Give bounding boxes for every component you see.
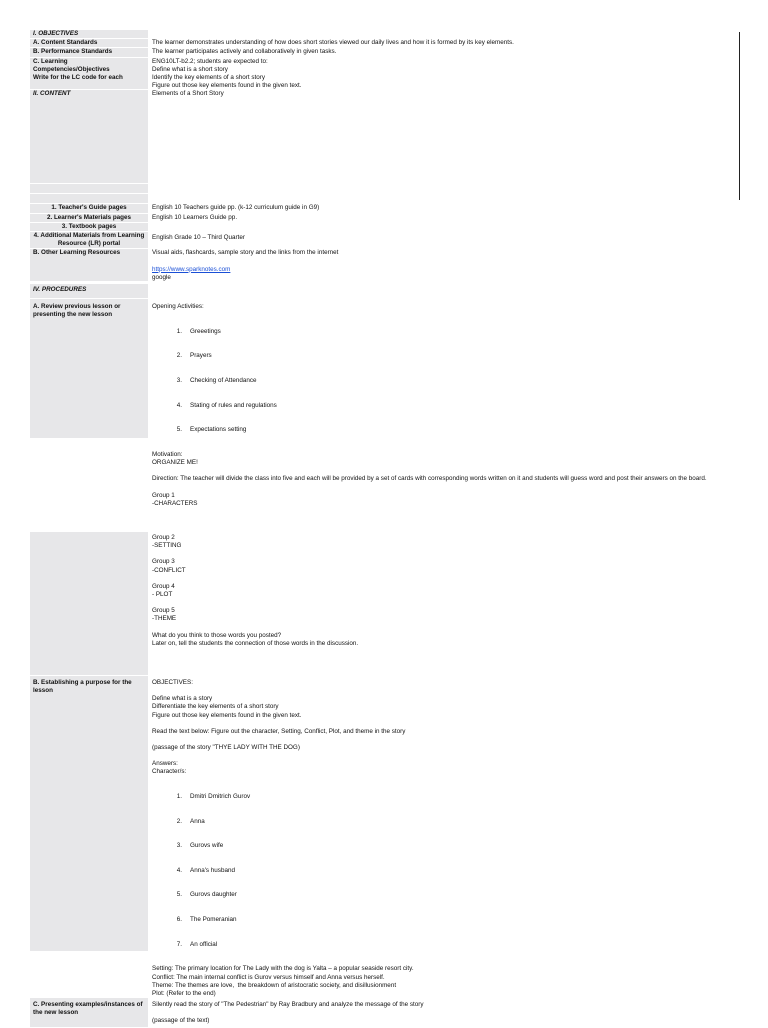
group-word: -SETTING bbox=[152, 542, 182, 550]
group-name: Group 4 bbox=[152, 582, 175, 590]
group-name: Group 1 bbox=[152, 491, 175, 499]
question-text: What do you think to those words you posted? bbox=[152, 631, 282, 639]
list-item: 6. The Pomeranian bbox=[176, 916, 237, 924]
group-name: Group 3 bbox=[152, 558, 175, 566]
learners-materials-text: English 10 Learners Guide pp. bbox=[152, 213, 238, 221]
procedures-header-row bbox=[30, 284, 738, 299]
textbook-text bbox=[148, 223, 738, 232]
textbook-label: 3. Textbook pages bbox=[30, 223, 148, 232]
sparknotes-link[interactable]: https://www.sparknotes.com bbox=[152, 265, 231, 273]
objective-line: Figure out those key elements found in the given text. bbox=[152, 711, 302, 719]
performance-standards-row bbox=[30, 48, 738, 57]
content-row bbox=[30, 90, 738, 184]
procedure-a-label: A. Review previous lesson or presenting the new lesson bbox=[30, 299, 148, 439]
group-name: Group 2 bbox=[152, 534, 175, 541]
blank-row bbox=[30, 194, 738, 204]
blank-row bbox=[30, 184, 738, 194]
characters-list bbox=[152, 777, 738, 966]
competency-line: Identify the key elements of a short story bbox=[152, 74, 266, 82]
competencies-label-2: Write for the LC code for each bbox=[33, 74, 123, 82]
procedure-c-text: Silently read the story of "The Pedestrian" by Ray Bradbury and analyze the message of the story bbox=[152, 1001, 424, 1009]
motivation-title: ORGANIZE ME! bbox=[152, 459, 198, 467]
objectives-header: I. OBJECTIVES bbox=[30, 30, 148, 39]
performance-standards-label: B. Performance Standards bbox=[30, 48, 148, 57]
answers-label: Answers: bbox=[152, 760, 178, 768]
other-resources-extra: google bbox=[152, 273, 171, 281]
opening-activities-list bbox=[152, 311, 738, 450]
content-header: II. CONTENT bbox=[30, 90, 148, 184]
setting-text: Setting: The primary location for The Lady with the dog is Yalta – a popular seaside resort city. bbox=[152, 965, 414, 973]
group-word: -CONFLICT bbox=[152, 566, 186, 574]
instruction-text: Read the text below: Figure out the character, Setting, Conflict, Plot, and theme in the story bbox=[152, 727, 406, 735]
other-resources-label: B. Other Learning Resources bbox=[30, 249, 148, 282]
list-item: 1. Greeetings bbox=[176, 327, 221, 335]
list-item: 7. An official bbox=[176, 940, 218, 948]
procedures-header: IV. PROCEDURES bbox=[30, 284, 148, 299]
list-item: 2. Anna bbox=[176, 817, 205, 825]
characters-label: Character/s: bbox=[152, 768, 187, 776]
procedure-a-row bbox=[30, 299, 738, 508]
objectives-header-row bbox=[30, 30, 738, 39]
group-word: - PLOT bbox=[152, 591, 173, 599]
competency-line: Figure out those key elements found in the given text. bbox=[152, 82, 302, 90]
lesson-plan-table-upper bbox=[30, 30, 738, 508]
objective-line: Define what is a story bbox=[152, 695, 213, 703]
objectives-title: OBJECTIVES: bbox=[152, 679, 193, 686]
procedure-c-label: C. Presenting examples/instances of the new lesson bbox=[30, 998, 148, 1028]
competencies-row bbox=[30, 58, 738, 91]
additional-materials-label: 4. Additional Materials from Learning Resource (LR) portal bbox=[30, 232, 148, 249]
other-resources-row bbox=[30, 249, 738, 282]
competency-line: ENG10LT-b2.2; students are expected to: bbox=[152, 57, 268, 65]
group-word: -CHARACTERS bbox=[152, 499, 198, 507]
group-word: -THEME bbox=[152, 615, 177, 623]
learners-materials-label: 2. Learner's Materials pages bbox=[30, 214, 148, 223]
teachers-guide-row bbox=[30, 204, 738, 213]
teachers-guide-text: English 10 Teachers guide pp. (k-12 curriculum guide in G9) bbox=[152, 204, 320, 212]
lesson-plan-table-lower bbox=[30, 532, 738, 1028]
procedure-b-label: B. Establishing a purpose for the lesson bbox=[30, 676, 148, 952]
learners-materials-row bbox=[30, 214, 738, 223]
list-item: 2. Prayers bbox=[176, 352, 212, 360]
objective-line: Differentiate the key elements of a short story bbox=[152, 703, 279, 711]
list-item: 1. Dmitri Dmitrich Gurov bbox=[176, 793, 251, 801]
list-item: 3. Gurovs wife bbox=[176, 842, 224, 850]
conflict-text: Conflict: The main internal conflict is Gurov versus himself and Anna versus herself. bbox=[152, 973, 385, 981]
competencies-label: C. Learning Competencies/Objectives bbox=[33, 57, 110, 73]
direction-text: Direction: The teacher will divide the class into five and each will be provided by a set of cards with corresponding words written on it and students will guess word and post their answers on the board. bbox=[152, 475, 707, 483]
later-text: Later on, tell the students the connection of those words in the discussion. bbox=[152, 639, 359, 647]
list-item: 4. Anna's husband bbox=[176, 866, 235, 874]
group-name: Group 5 bbox=[152, 607, 175, 615]
other-resources-text: Visual aids, flashcards, sample story and the links from the internet bbox=[152, 249, 339, 257]
list-item: 5. Expectations setting bbox=[176, 426, 247, 434]
teachers-guide-label: 1. Teacher's Guide pages bbox=[30, 204, 148, 213]
content-standards-label: A. Content Standards bbox=[30, 39, 148, 48]
motivation-label: Motivation: bbox=[152, 450, 183, 458]
list-item: 4. Stating of rules and regulations bbox=[176, 401, 277, 409]
passage-note: (passage of the story "THYE LADY WITH THE DOG) bbox=[152, 744, 300, 752]
competency-line: Define what is a short story bbox=[152, 65, 228, 73]
list-item: 3. Checking of Attendance bbox=[176, 377, 257, 385]
content-text: Elements of a Short Story bbox=[152, 90, 224, 98]
page-margin-line bbox=[739, 32, 740, 200]
procedure-a-continued-row bbox=[30, 532, 738, 676]
list-item: 5. Gurovs daughter bbox=[176, 891, 237, 899]
performance-standards-text: The learner participates actively and collaboratively in given tasks. bbox=[152, 48, 337, 56]
opening-activities-title: Opening Activities: bbox=[152, 303, 204, 311]
procedure-c-passage: (passage of the text) bbox=[152, 1017, 210, 1025]
procedure-b-row bbox=[30, 676, 738, 998]
plot-text: Plot: (Refer to the end) bbox=[152, 989, 216, 997]
additional-materials-text: English Grade 10 – Third Quarter bbox=[152, 234, 245, 242]
textbook-row bbox=[30, 223, 738, 232]
theme-text: Theme: The themes are love, the breakdown of aristocratic society, and disillusionment bbox=[152, 981, 397, 989]
content-standards-text: The learner demonstrates understanding of how does short stories viewed our daily lives and how it is formed by its key elements. bbox=[152, 39, 514, 47]
content-standards-row bbox=[30, 39, 738, 48]
additional-materials-row bbox=[30, 232, 738, 249]
